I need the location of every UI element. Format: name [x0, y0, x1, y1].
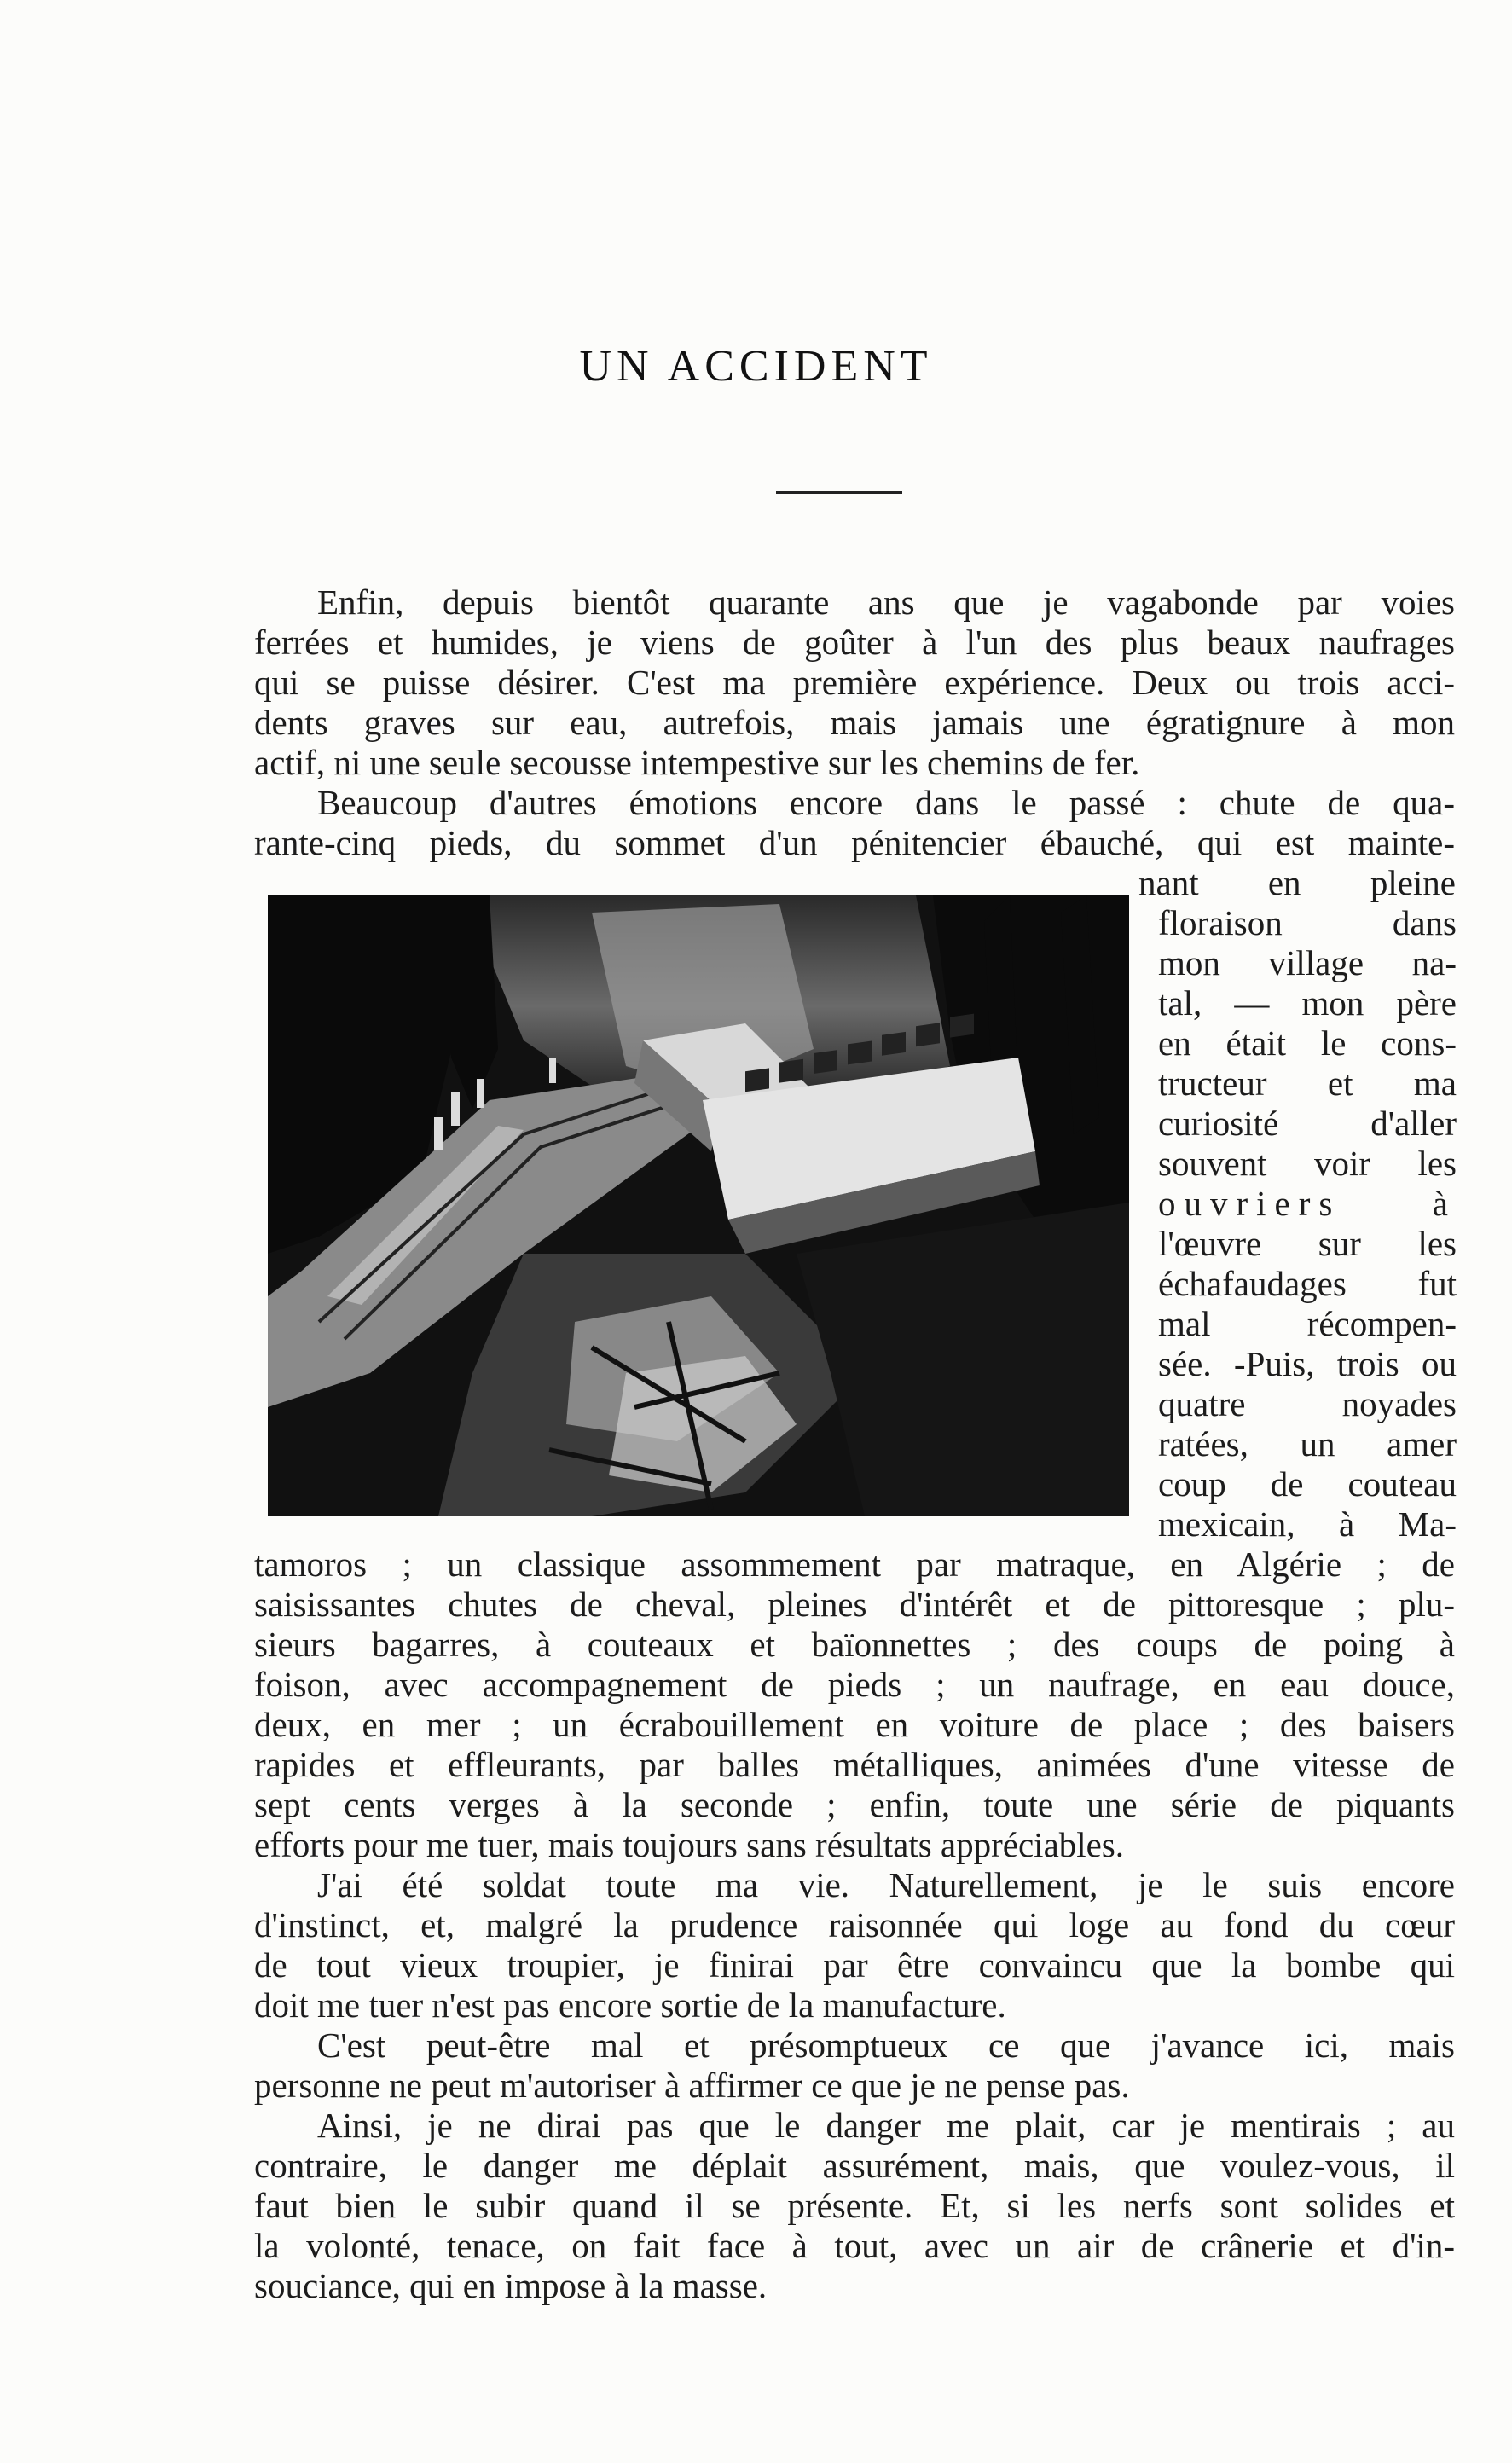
- text-line: échafaudages fut: [1158, 1264, 1457, 1303]
- text-line: souciance, qui en impose à la masse.: [254, 2266, 768, 2305]
- text-line: ratées, un amer: [1158, 1424, 1457, 1463]
- text-line: C'est peut-être mal et présomptueux ce que j'avance ici, mais: [317, 2025, 1455, 2065]
- text-line: contraire, le danger me déplait assurément, mais, que voulez-vous, il: [254, 2146, 1455, 2185]
- text-line: sept cents verges à la seconde ; enfin, toute une série de piquants: [254, 1785, 1455, 1824]
- text-line: doit me tuer n'est pas encore sortie de la manufacture.: [254, 1985, 1006, 2025]
- text-line: deux, en mer ; un écrabouillement en voiture de place ; des baisers: [254, 1705, 1455, 1744]
- text-line: souvent voir les: [1158, 1144, 1457, 1183]
- text-line: nant en pleine: [1138, 863, 1456, 902]
- text-line: foison, avec accompagnement de pieds ; un naufrage, en eau douce,: [254, 1665, 1455, 1704]
- text-line: actif, ni une seule secousse intempestive sur les chemins de fer.: [254, 743, 1140, 782]
- text-line: rante-cinq pieds, du sommet d'un pénitencier ébauché, qui est mainte-: [254, 823, 1455, 862]
- text-line: sieurs bagarres, à couteaux et baïonnettes ; des coups de poing à: [254, 1625, 1455, 1664]
- page-title: UN ACCIDENT: [579, 342, 933, 391]
- text-line: qui se puisse désirer. C'est ma première expérience. Deux ou trois acci-: [254, 663, 1455, 702]
- text-line: la volonté, tenace, on fait face à tout, avec un air de crânerie et d'in-: [254, 2226, 1455, 2265]
- text-line: d'instinct, et, malgré la prudence raisonnée qui loge au fond du cœur: [254, 1905, 1455, 1944]
- text-line: mal récompen-: [1158, 1304, 1457, 1343]
- text-line: dents graves sur eau, autrefois, mais jamais une égratignure à mon: [254, 703, 1455, 742]
- text-line: faut bien le subir quand il se présente. Et, si les nerfs sont solides et: [254, 2186, 1455, 2225]
- text-line: tal, — mon père: [1158, 983, 1457, 1023]
- text-line: Enfin, depuis bientôt quarante ans que je vagabonde par voies: [317, 582, 1455, 622]
- text-line: Ainsi, je ne dirai pas que le danger me plait, car je mentirais ; au: [317, 2106, 1455, 2145]
- text-line: en était le cons-: [1158, 1023, 1457, 1063]
- text-line: l'œuvre sur les: [1158, 1224, 1457, 1263]
- text-line: J'ai été soldat toute ma vie. Naturellement, je le suis encore: [317, 1865, 1455, 1904]
- text-line: ferrées et humides, je viens de goûter à l'un des plus beaux naufrages: [254, 623, 1455, 662]
- text-line: ouvriers à: [1158, 1184, 1457, 1223]
- text-line: coup de couteau: [1158, 1464, 1457, 1504]
- text-line: saisissantes chutes de cheval, pleines d'intérêt et de pittoresque ; plu-: [254, 1585, 1455, 1624]
- text-line: tamoros ; un classique assommement par matraque, en Algérie ; de: [254, 1544, 1455, 1584]
- text-line: mon village na-: [1158, 943, 1457, 982]
- text-line: de tout vieux troupier, je finirai par être convaincu que la bombe qui: [254, 1945, 1455, 1985]
- train-wreck-photo: [268, 895, 1129, 1516]
- text-line: floraison dans: [1158, 903, 1457, 942]
- text-line: curiosité d'aller: [1158, 1104, 1457, 1143]
- text-line: sée. -Puis, trois ou: [1158, 1344, 1457, 1383]
- text-line: tructeur et ma: [1158, 1063, 1457, 1103]
- text-line: personne ne peut m'autoriser à affirmer ce que je ne pense pas.: [254, 2066, 1130, 2105]
- text-line: Beaucoup d'autres émotions encore dans le passé : chute de qua-: [317, 783, 1455, 822]
- text-line: mexicain, à Ma-: [1158, 1504, 1457, 1544]
- text-line: efforts pour me tuer, mais toujours sans résultats appréciables.: [254, 1825, 1125, 1864]
- text-line: rapides et effleurants, par balles métalliques, animées d'une vitesse de: [254, 1745, 1455, 1784]
- text-line: quatre noyades: [1158, 1384, 1457, 1423]
- title-rule: [776, 491, 902, 494]
